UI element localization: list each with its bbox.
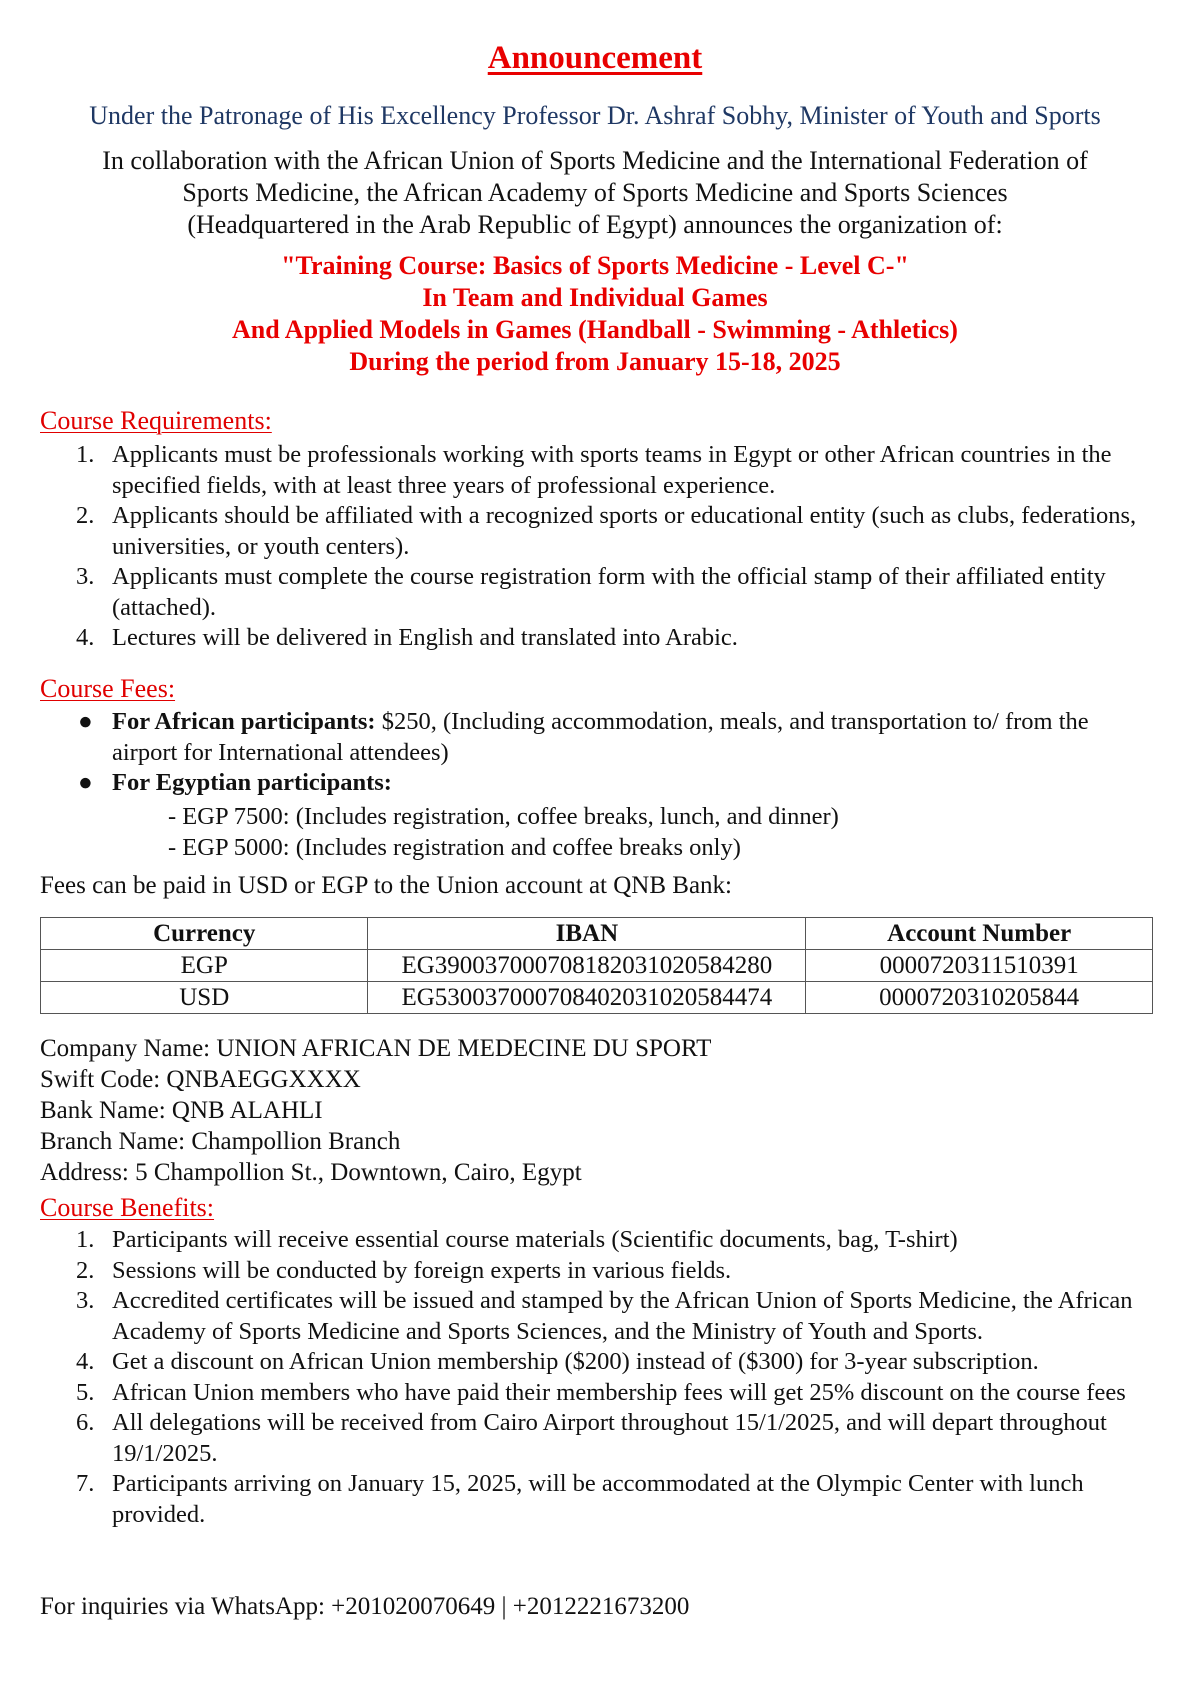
benefits-heading: Course Benefits: [40, 1193, 215, 1222]
fee-african-label: For African participants: [112, 708, 376, 735]
requirements-list [40, 440, 1160, 654]
list-text: Participants arriving on January 15, 2025, will be accommodated at the Olympic Center with lunch provided. [112, 1470, 1084, 1528]
list-number: 1. [76, 441, 95, 468]
collaboration-paragraph [60, 145, 1130, 241]
column-header-iban: IBAN [368, 918, 806, 950]
course-dates-line: During the period from January 15-18, 2025 [349, 347, 841, 376]
company-name: Company Name: UNION AFRICAN DE MEDECINE DU SPORT [40, 1035, 712, 1062]
egyptian-fee-options [40, 801, 839, 863]
list-item [40, 1256, 1160, 1287]
list-text: African Union members who have paid their membership fees will get 25% discount on the course fees [112, 1378, 1126, 1406]
bank-details [40, 1033, 711, 1188]
announcement-title: Announcement [487, 40, 703, 76]
bank-address: Address: 5 Champollion St., Downtown, Cairo, Egypt [40, 1159, 582, 1186]
fee-african [40, 707, 1160, 768]
list-number: 2. [76, 1256, 95, 1284]
list-item [40, 1378, 1160, 1409]
list-number: 4. [76, 1348, 95, 1375]
collaboration-line: In collaboration with the African Union of Sports Medicine and the International Federation of [102, 146, 1088, 175]
patronage-line: Under the Patronage of His Excellency Professor Dr. Ashraf Sobhy, Minister of Youth and Sports [89, 101, 1101, 130]
list-number: 3. [76, 563, 95, 590]
currency-cell: EGP [41, 950, 368, 982]
list-text: Participants will receive essential course materials (Scientific documents, bag, T-shirt) [112, 1226, 958, 1253]
fee-option: - EGP 5000: (Includes registration and coffee breaks only) [168, 834, 741, 861]
bank-name: Bank Name: QNB ALAHLI [40, 1097, 323, 1124]
table-row [41, 950, 1153, 982]
payment-note: Fees can be paid in USD or EGP to the Union account at QNB Bank: [40, 872, 733, 899]
list-item [40, 1347, 1160, 1378]
list-number: 6. [76, 1409, 95, 1436]
list-item [40, 562, 1160, 623]
fee-egyptian [40, 768, 1160, 799]
course-title-line: "Training Course: Basics of Sports Medicine - Level C-" [281, 251, 909, 280]
account-number-cell: 0000720311510391 [806, 950, 1153, 982]
list-item [40, 1225, 1160, 1256]
account-number-cell: 0000720310205844 [806, 982, 1153, 1014]
list-item [40, 623, 1160, 654]
list-text: All delegations will be received from Cairo Airport throughout 15/1/2025, and will depart throughout 19/1/2025. [112, 1409, 1107, 1467]
table-row [41, 982, 1153, 1014]
list-item [40, 1469, 1160, 1530]
list-number: 2. [76, 502, 95, 529]
list-number: 5. [76, 1378, 95, 1406]
requirements-heading: Course Requirements: [40, 406, 272, 435]
swift-code: Swift Code: QNBAEGGXXXX [40, 1066, 361, 1093]
fees-heading: Course Fees: [40, 674, 176, 703]
bullet-icon: ● [78, 769, 93, 796]
list-item [40, 1408, 1160, 1469]
fee-african-text: $250, (Including accommodation, meals, and transportation to/ from the airport for International attendees) [112, 708, 1089, 766]
course-title-block [0, 250, 1190, 378]
list-text: Lectures will be delivered in English and translated into Arabic. [112, 624, 738, 651]
table-header-row [41, 918, 1153, 950]
fees-list [40, 707, 1160, 799]
list-text: Get a discount on African Union membership ($200) instead of ($300) for 3-year subscription. [112, 1348, 1039, 1375]
bullet-icon: ● [78, 708, 93, 735]
branch-name: Branch Name: Champollion Branch [40, 1128, 401, 1155]
list-number: 4. [76, 624, 95, 651]
list-text: Sessions will be conducted by foreign experts in various fields. [112, 1256, 732, 1284]
bank-accounts-table [40, 917, 1153, 1014]
list-text: Applicants must be professionals working with sports teams in Egypt or other African countries in the specified fields, with at least three years of professional experience. [112, 441, 1112, 499]
iban-cell: EG390037000708182031020584280 [368, 950, 806, 982]
whatsapp-inquiries: For inquiries via WhatsApp: +201020070649 | +2012221673200 [40, 1593, 690, 1620]
list-text: Accredited certificates will be issued and stamped by the African Union of Sports Medicine, the African Academy of Sports Medicine and Sports Sciences, and the Ministry of Youth and Sports. [112, 1287, 1133, 1345]
list-text: Applicants must complete the course registration form with the official stamp of their affiliated entity (attached). [112, 563, 1106, 621]
column-header-account-number: Account Number [806, 918, 1153, 950]
list-item [40, 501, 1160, 562]
list-number: 1. [76, 1226, 95, 1253]
list-number: 7. [76, 1470, 95, 1497]
fee-egyptian-label: For Egyptian participants: [112, 769, 392, 796]
collaboration-line: (Headquartered in the Arab Republic of Egypt) announces the organization of: [187, 210, 1003, 239]
column-header-currency: Currency [41, 918, 368, 950]
list-number: 3. [76, 1287, 95, 1314]
list-item [40, 440, 1160, 501]
collaboration-line: Sports Medicine, the African Academy of Sports Medicine and Sports Sciences [182, 178, 1008, 207]
iban-cell: EG530037000708402031020584474 [368, 982, 806, 1014]
benefits-list [40, 1225, 1160, 1530]
course-games-line: And Applied Models in Games (Handball - Swimming - Athletics) [232, 315, 958, 344]
course-subtitle-line: In Team and Individual Games [422, 283, 768, 312]
fee-option: - EGP 7500: (Includes registration, coffee breaks, lunch, and dinner) [168, 803, 839, 830]
list-item [40, 1286, 1160, 1347]
currency-cell: USD [41, 982, 368, 1014]
list-text: Applicants should be affiliated with a recognized sports or educational entity (such as clubs, federations, universities, or youth centers). [112, 502, 1137, 560]
